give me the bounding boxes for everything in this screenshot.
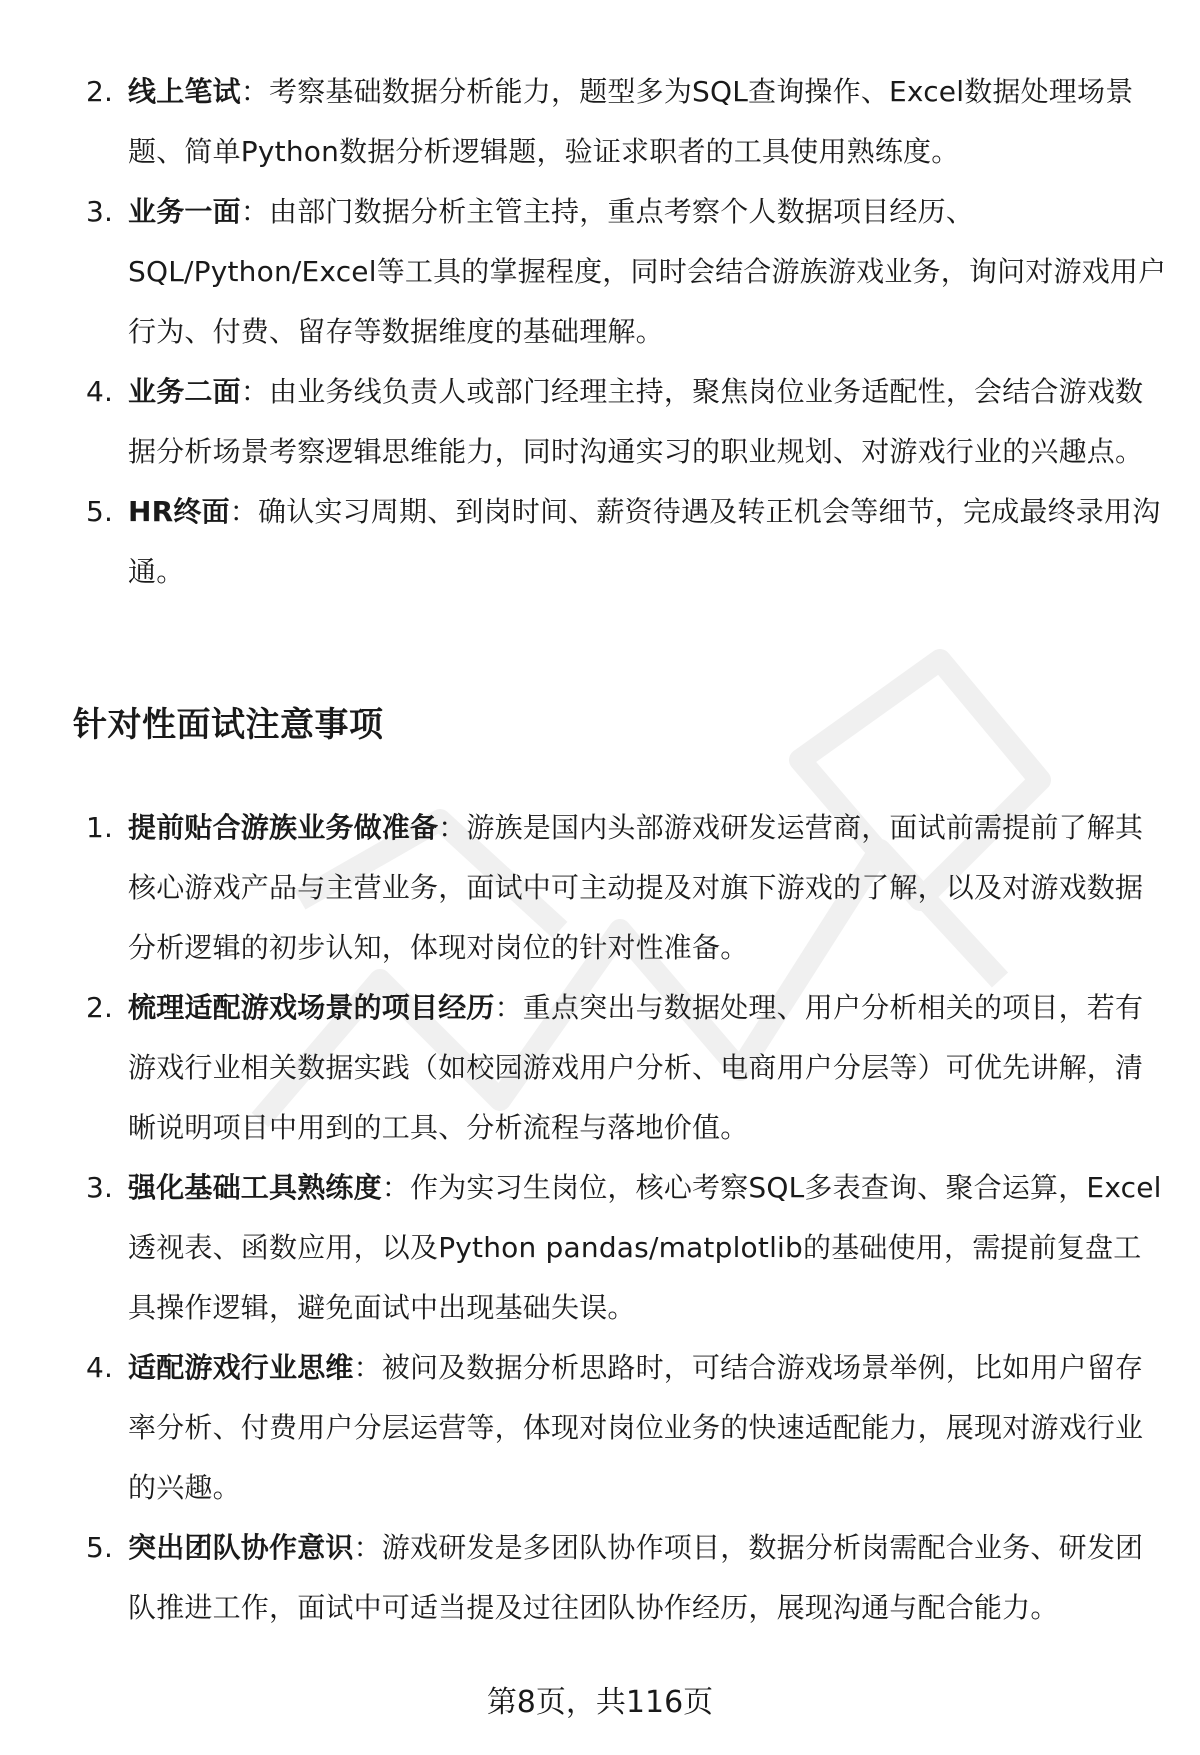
list-item bbox=[78, 62, 1168, 182]
item-term: HR终面 bbox=[128, 495, 230, 528]
item-text: ：由业务线负责人或部门经理主持，聚焦岗位业务适配性，会结合游戏数据分析场景考察逻辑思维能力，同时沟通实习的职业规划、对游戏行业的兴趣点。 bbox=[128, 375, 1144, 468]
item-number: 5. bbox=[86, 495, 114, 528]
item-term: 突出团队协作意识 bbox=[128, 1531, 354, 1564]
page-number-footer: 第8页，共116页 bbox=[486, 1685, 714, 1720]
item-number: 1. bbox=[86, 811, 114, 844]
list-item bbox=[78, 362, 1168, 482]
item-text: ：考察基础数据分析能力，题型多为SQL查询操作、Excel数据处理场景题、简单Python数据分析逻辑题，验证求职者的工具使用熟练度。 bbox=[128, 75, 1134, 168]
item-text: ：由部门数据分析主管主持，重点考察个人数据项目经历、SQL/Python/Excel等工具的掌握程度，同时会结合游族游戏业务，询问对游戏用户行为、付费、留存等数据维度的基础理解。 bbox=[128, 195, 1167, 348]
item-text: ：作为实习生岗位，核心考察SQL多表查询、聚合运算，Excel透视表、函数应用，以及Python pandas/matplotlib的基础使用，需提前复盘工具操作逻辑，避免面试中出现基础失误。 bbox=[128, 1171, 1162, 1324]
list-item bbox=[78, 1338, 1168, 1518]
item-number: 2. bbox=[86, 991, 114, 1024]
item-term: 业务二面 bbox=[128, 375, 241, 408]
item-term: 适配游戏行业思维 bbox=[128, 1351, 354, 1384]
item-number: 5. bbox=[86, 1531, 114, 1564]
section-title: 针对性面试注意事项 bbox=[73, 705, 384, 745]
list-item bbox=[78, 978, 1168, 1158]
interview-tips-list bbox=[78, 798, 1168, 1638]
item-number: 3. bbox=[86, 1171, 114, 1204]
list-item bbox=[78, 182, 1168, 362]
list-item bbox=[78, 482, 1168, 602]
item-text: ：重点突出与数据处理、用户分析相关的项目，若有游戏行业相关数据实践（如校园游戏用户分析、电商用户分层等）可优先讲解，清晰说明项目中用到的工具、分析流程与落地价值。 bbox=[128, 991, 1144, 1144]
item-term: 强化基础工具熟练度 bbox=[128, 1171, 382, 1204]
item-term: 提前贴合游族业务做准备 bbox=[128, 811, 439, 844]
item-term: 梳理适配游戏场景的项目经历 bbox=[128, 991, 495, 1024]
list-item bbox=[78, 1158, 1168, 1338]
item-number: 3. bbox=[86, 195, 114, 228]
list-item bbox=[78, 798, 1168, 978]
item-text: ：确认实习周期、到岗时间、薪资待遇及转正机会等细节，完成最终录用沟通。 bbox=[128, 495, 1161, 588]
item-number: 2. bbox=[86, 75, 114, 108]
item-text: ：游族是国内头部游戏研发运营商，面试前需提前了解其核心游戏产品与主营业务，面试中可主动提及对旗下游戏的了解，以及对游戏数据分析逻辑的初步认知，体现对岗位的针对性准备。 bbox=[128, 811, 1144, 964]
item-number: 4. bbox=[86, 375, 114, 408]
item-text: ：被问及数据分析思路时，可结合游戏场景举例，比如用户留存率分析、付费用户分层运营等，体现对岗位业务的快速适配能力，展现对游戏行业的兴趣。 bbox=[128, 1351, 1144, 1504]
item-number: 4. bbox=[86, 1351, 114, 1384]
interview-process-list bbox=[78, 62, 1168, 602]
list-item bbox=[78, 1518, 1168, 1638]
item-text: ：游戏研发是多团队协作项目，数据分析岗需配合业务、研发团队推进工作，面试中可适当提及过往团队协作经历，展现沟通与配合能力。 bbox=[128, 1531, 1144, 1624]
item-term: 线上笔试 bbox=[128, 75, 241, 108]
item-term: 业务一面 bbox=[128, 195, 241, 228]
